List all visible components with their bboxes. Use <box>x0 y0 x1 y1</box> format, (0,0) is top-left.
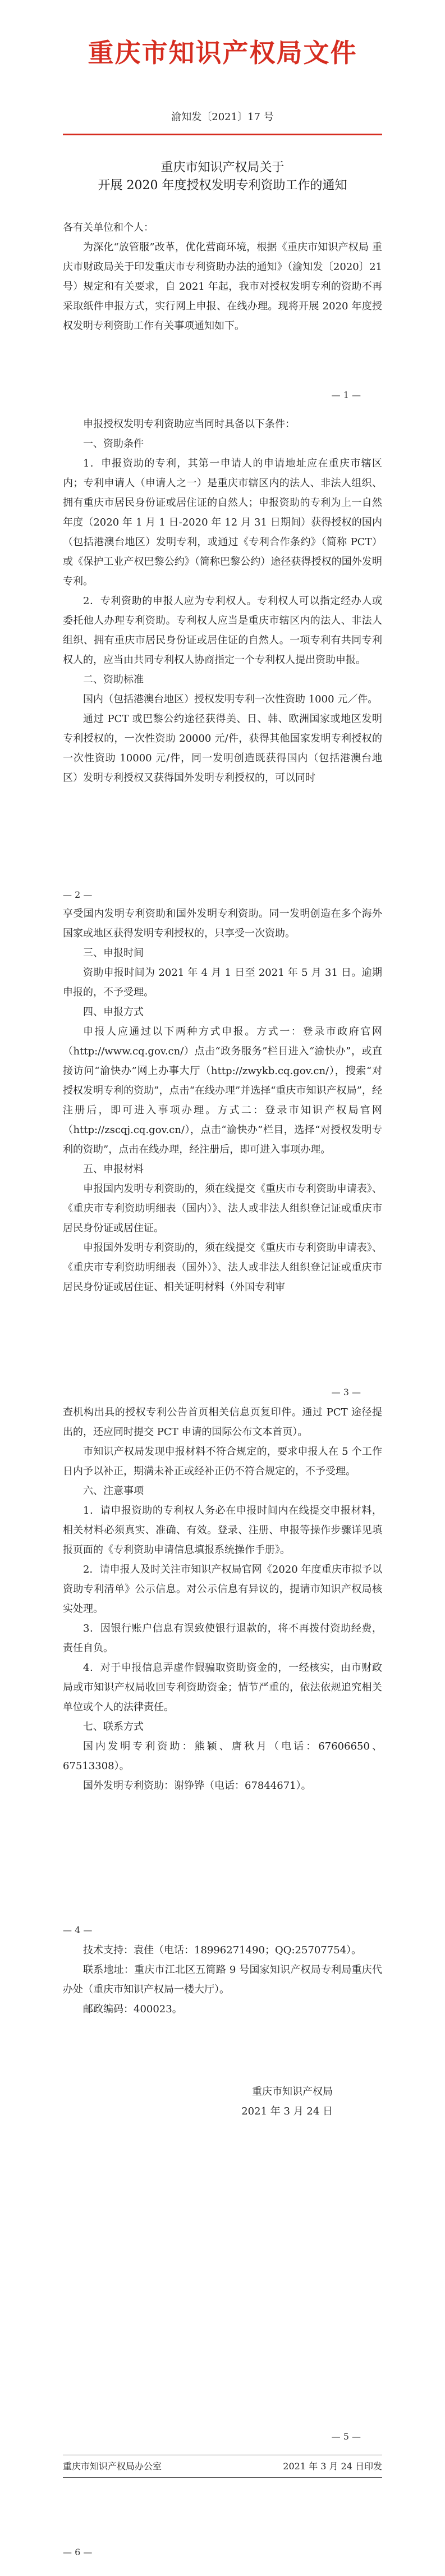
application-method: 申报人应通过以下两种方式申报。方式一：登录市政府官网（http://www.cq.gov.cn/）点击“政务服务”栏目进入“渝快办”，或直接访问“渝快办”网上办事大厅（http://zwykb.cq.gov.cn/），搜索“对授权发明专利的资助”，点击“在线办理”并选择“重庆市知识产权局”，经注册后，即可进入事项办理。方式二：登录市知识产权局官网（http://zscqj.cq.gov.cn/），点击“渝快办”栏目，选择“对授权发明专利的资助”，点击在线办理，经注册后，即可进入事项办理。 <box>63 1026 382 1155</box>
materials-foreign: 申报国外发明专利资助的，须在线提交《重庆市专利资助申请表》、《重庆市专利资助明细表（国外）》、法人或非法人组织登记证或重庆市居民身份证或居住证、相关证明材料（外国专利审 <box>63 1242 382 1293</box>
footer-rule-bottom <box>63 2477 382 2478</box>
contact-domestic: 国内发明专利资助：熊颖、唐秋月（电话：67606650、67513308）。 <box>63 1741 382 1772</box>
contact-address: 联系地址：重庆市江北区五简路 9 号国家知识产权局专利局重庆代办处（重庆市知识产权局一楼大厅）。 <box>63 1964 382 1995</box>
page-number-3: — 3 — <box>331 1387 361 1397</box>
section-2-title: 二、资助标准 <box>83 674 144 686</box>
tech-support: 技术支持：袁佳（电话：18996271490；QQ:25707754）。 <box>83 1944 362 1956</box>
footer-office: 重庆市知识产权局办公室 <box>63 2461 162 2472</box>
footer <box>63 2458 382 2475</box>
section-6-title: 六、注意事项 <box>83 1485 144 1497</box>
signature-date: 2021 年 3 月 24 日 <box>241 2105 333 2117</box>
section-7-title: 七、联系方式 <box>83 1721 144 1733</box>
section-1-title: 一、资助条件 <box>83 438 144 450</box>
intro-paragraph: 为深化“放管服”改革，优化营商环境，根据《重庆市知识产权局 重庆市财政局关于印发重庆市专利资助办法的通知》（渝知发〔2020〕21 号）规定和有关要求，自 2021 年起，我市对授权发明专利的资助不再采取纸件申报方式，实行网上申报、在线办理。现将开展 2020 年度授权发明专利资助工作有关事项通知如下。 <box>63 241 382 332</box>
page-number-4: — 4 — <box>63 1925 93 1935</box>
materials-domestic: 申报国内发明专利资助的，须在线提交《重庆市专利资助申请表》、《重庆市专利资助明细表（国内）》、法人或非法人组织登记证或重庆市居民身份证或居住证。 <box>63 1183 382 1234</box>
note-3: 3．因银行账户信息有误致使银行退款的，将不再拨付资助经费，责任自负。 <box>63 1623 382 1654</box>
page1-body <box>63 218 382 336</box>
standard-1: 国内（包括港澳台地区）授权发明专利一次性资助 1000 元／件。 <box>83 693 378 705</box>
condition-1: 1．申报资助的专利，其第一申请人的申请地址应在重庆市辖区内；专利申请人（申请人之一）是重庆市辖区内的法人、非法人组织、拥有重庆市居民身份证或居住证的自然人；申报资助的专利为上一自然年度（2020 年 1 月 1 日-2020 年 12 月 31 日期间）获得授权的国内（包括港澳台地区）发明专利，或通过《专利合作条约》（简称 PCT）或《保护工业产权巴黎公约》（简称巴黎公约）途径获得授权的国外发明专利。 <box>63 458 382 587</box>
page3-body <box>63 904 382 1297</box>
page-number-1: — 1 — <box>331 390 361 400</box>
note-2: 2．请申报人及时关注市知识产权局官网《2020 年度重庆市拟予以资助专利清单》公示信息。对公示信息有异议的，提请市知识产权局核实处理。 <box>63 1564 382 1615</box>
conditions-intro: 申报授权发明专利资助应当同时具备以下条件： <box>83 418 295 430</box>
page-number-5: — 5 — <box>331 2431 361 2442</box>
signature-block <box>63 2082 382 2121</box>
condition-2: 2．专利资助的申报人应为专利权人。专利权人可以指定经办人或委托他人办理专利资助。专利权人应当是重庆市辖区内的法人、非法人组织、拥有重庆市居民身份证或居住证的自然人。一项专利有共同专利权人的，应当由共同专利权人协商指定一个专利权人提出资助申报。 <box>63 595 382 666</box>
footer-print-date: 2021 年 3 月 24 日印发 <box>283 2461 382 2472</box>
application-time: 资助申报时间为 2021 年 4 月 1 日至 2021 年 5 月 31 日。逾期申报的，不予受理。 <box>63 967 382 998</box>
page5-body <box>63 1940 382 2019</box>
document-number: 渝知发〔2021〕17 号 <box>171 111 274 123</box>
page-number-2: — 2 — <box>63 889 93 900</box>
postcode: 邮政编码：400023。 <box>83 2003 182 2015</box>
document-header-title: 重庆市知识产权局文件 <box>88 38 357 68</box>
note-4: 4．对于申报信息弄虚作假骗取资助资金的，一经核实，由市财政局或市知识产权局收回专利资助资金；情节严重的，依法依规追究相关单位或个人的法律责任。 <box>63 1662 382 1713</box>
notice-title-line2: 开展 2020 年度授权发明专利资助工作的通知 <box>98 179 347 193</box>
materials-foreign-cont: 查机构出具的授权专利公告首页相关信息页复印件。通过 PCT 途径提出的，还应同时提交 PCT 申请的国际公布文本首页）。 <box>63 1406 382 1438</box>
standard-2: 通过 PCT 或巴黎公约途径获得美、日、韩、欧洲国家或地区发明专利授权的，一次性资助 20000 元/件，获得其他国家发明专利授权的一次性资助 10000 元/件，同一发明创造既获得国内（包括港澳台地区）发明专利授权又获得国外发明专利授权的，可以同时 <box>63 713 382 784</box>
salutation: 各有关单位和个人： <box>63 222 154 234</box>
page4-body <box>63 1403 382 1796</box>
standard-3: 享受国内发明专利资助和国外发明专利资助。同一发明创造在多个海外国家或地区获得发明专利授权的，只享受一次资助。 <box>63 908 382 939</box>
section-5-title: 五、申报材料 <box>83 1163 144 1175</box>
page2-body <box>63 414 382 788</box>
materials-correction: 市知识产权局发现申报材料不符合规定的，要求申报人在 5 个工作日内予以补正，期满未补正或经补正仍不符合规定的，不予受理。 <box>63 1446 382 1477</box>
notice-title-line1: 重庆市知识产权局关于 <box>160 161 285 175</box>
contact-foreign: 国外发明专利资助：谢铮铧（电话：67844671）。 <box>83 1780 311 1792</box>
section-4-title: 四、申报方式 <box>83 1006 144 1018</box>
header-red-rule <box>63 134 382 135</box>
notice-title <box>0 159 445 195</box>
page-number-6: — 6 — <box>63 2547 93 2557</box>
note-1: 1．请申报资助的专利权人务必在申报时间内在线提交申报材料，相关材料必须真实、准确、有效。登录、注册、申报等操作步骤详见填报页面的《专利资助申请信息填报系统操作手册》。 <box>63 1505 382 1556</box>
section-3-title: 三、申报时间 <box>83 947 144 959</box>
signature-org: 重庆市知识产权局 <box>252 2086 333 2098</box>
